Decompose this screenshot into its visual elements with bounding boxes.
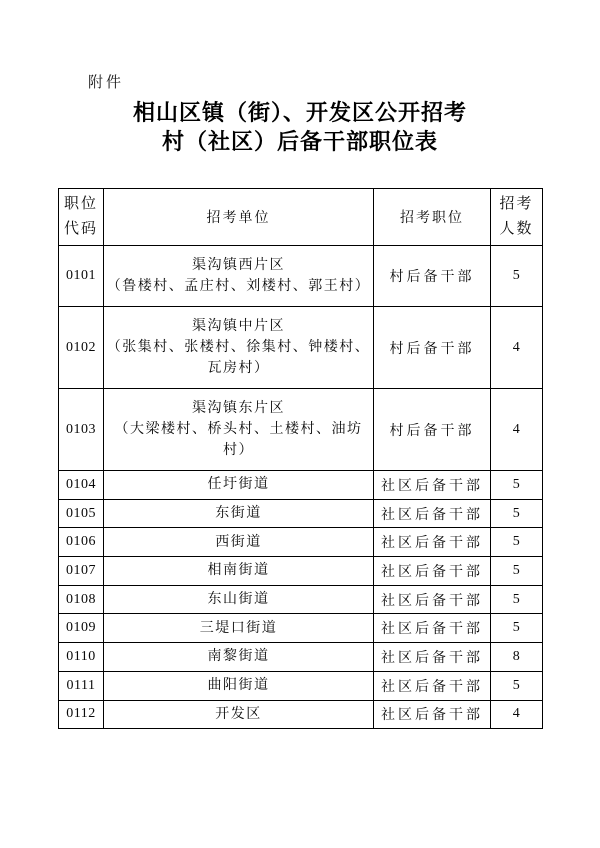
unit-line: 相南街道	[207, 563, 270, 579]
header-row	[59, 189, 543, 246]
unit-line: （张集村、张楼村、徐集村、钟楼村、	[106, 340, 371, 355]
recruiting-position-cell: 村后备干部	[374, 389, 491, 471]
table-row	[59, 700, 543, 729]
recruiting-unit-cell	[104, 246, 374, 307]
recruiting-position-cell: 村后备干部	[374, 307, 491, 389]
table-header	[59, 189, 543, 246]
unit-line: 任圩街道	[207, 477, 270, 493]
table-row	[59, 671, 543, 700]
unit-line: 渠沟镇中片区	[192, 319, 285, 334]
recruiting-position-cell: 社区后备干部	[374, 614, 491, 643]
recruiting-position-cell: 社区后备干部	[374, 557, 491, 586]
header-recruit-count: 招考 人数	[491, 189, 543, 246]
position-code-cell: 0106	[59, 528, 104, 557]
recruit-count-cell: 4	[491, 389, 543, 471]
table-row	[59, 528, 543, 557]
recruit-count-cell: 5	[491, 471, 543, 500]
recruit-count-cell: 4	[491, 307, 543, 389]
unit-line: 南黎街道	[207, 649, 270, 665]
position-code-cell: 0108	[59, 585, 104, 614]
recruiting-position-cell: 社区后备干部	[374, 528, 491, 557]
recruit-count-cell: 4	[491, 700, 543, 729]
recruiting-position-cell: 社区后备干部	[374, 671, 491, 700]
recruit-count-cell: 5	[491, 528, 543, 557]
position-code-cell: 0112	[59, 700, 104, 729]
recruiting-position-cell: 社区后备干部	[374, 499, 491, 528]
recruiting-unit-cell	[104, 585, 374, 614]
recruiting-unit-cell	[104, 643, 374, 672]
document-title-line1: 相山区镇（街）、开发区公开招考	[132, 100, 467, 125]
position-code-cell: 0103	[59, 389, 104, 471]
recruit-count-cell: 5	[491, 585, 543, 614]
table-row	[59, 614, 543, 643]
recruiting-position-cell: 村后备干部	[374, 246, 491, 307]
recruiting-unit-cell	[104, 471, 374, 500]
table-row	[59, 389, 543, 471]
position-code-cell: 0101	[59, 246, 104, 307]
table-row	[59, 471, 543, 500]
recruit-count-cell: 5	[491, 499, 543, 528]
unit-line: 渠沟镇西片区	[192, 258, 285, 273]
unit-line: 村）	[223, 443, 254, 458]
position-code-cell: 0109	[59, 614, 104, 643]
recruiting-position-cell: 社区后备干部	[374, 471, 491, 500]
recruiting-unit-cell	[104, 389, 374, 471]
recruiting-unit-cell	[104, 700, 374, 729]
table-body	[59, 246, 543, 729]
recruiting-unit-cell	[104, 557, 374, 586]
positions-table	[58, 188, 543, 729]
recruiting-position-cell: 社区后备干部	[374, 643, 491, 672]
table-row	[59, 246, 543, 307]
header-position-code: 职位 代码	[59, 189, 104, 246]
table-row	[59, 585, 543, 614]
unit-line: （大梁楼村、桥头村、土楼村、油坊	[114, 422, 363, 437]
position-code-cell: 0110	[59, 643, 104, 672]
unit-line: 三堤口街道	[199, 620, 278, 636]
recruiting-unit-cell	[104, 307, 374, 389]
header-recruiting-position: 招考职位	[374, 189, 491, 246]
recruiting-unit-cell	[104, 499, 374, 528]
document-title-line2: 村（社区）后备干部职位表	[161, 129, 438, 154]
recruit-count-cell: 5	[491, 671, 543, 700]
unit-line: 东街道	[215, 506, 262, 522]
table-row	[59, 307, 543, 389]
position-code-cell: 0111	[59, 671, 104, 700]
header-recruiting-unit: 招考单位	[104, 189, 374, 246]
unit-line: 东山街道	[207, 592, 270, 608]
table-row	[59, 557, 543, 586]
attachment-label: 附件	[88, 75, 125, 91]
position-code-cell: 0104	[59, 471, 104, 500]
recruit-count-cell: 5	[491, 557, 543, 586]
recruit-count-cell: 8	[491, 643, 543, 672]
table-row	[59, 643, 543, 672]
position-code-cell: 0107	[59, 557, 104, 586]
recruiting-position-cell: 社区后备干部	[374, 700, 491, 729]
recruiting-position-cell: 社区后备干部	[374, 585, 491, 614]
unit-line: 曲阳街道	[207, 678, 270, 694]
document-title	[0, 98, 600, 156]
table-row	[59, 499, 543, 528]
unit-line: 渠沟镇东片区	[192, 401, 285, 416]
recruit-count-cell: 5	[491, 246, 543, 307]
unit-line: 西街道	[215, 534, 262, 550]
unit-line: 瓦房村）	[207, 361, 270, 376]
recruiting-unit-cell	[104, 671, 374, 700]
recruiting-unit-cell	[104, 614, 374, 643]
unit-line: （鲁楼村、孟庄村、刘楼村、郭王村）	[106, 279, 371, 294]
recruit-count-cell: 5	[491, 614, 543, 643]
unit-line: 开发区	[215, 706, 262, 722]
position-code-cell: 0105	[59, 499, 104, 528]
recruiting-unit-cell	[104, 528, 374, 557]
position-code-cell: 0102	[59, 307, 104, 389]
